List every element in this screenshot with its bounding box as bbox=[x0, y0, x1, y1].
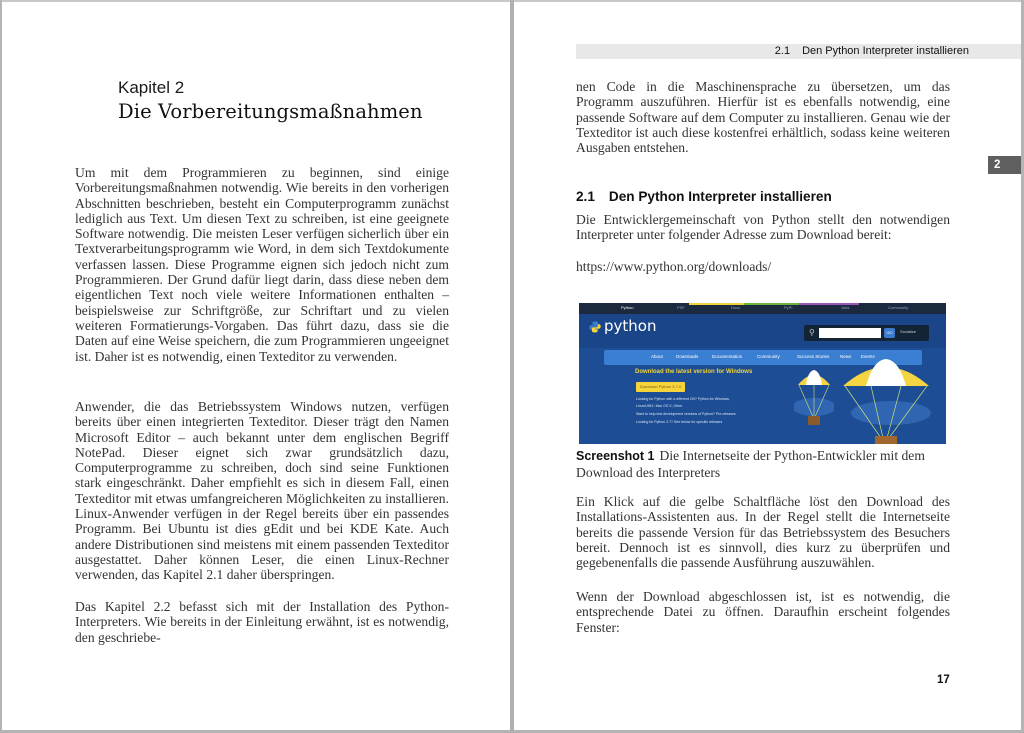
screenshot-nav-about: About bbox=[651, 354, 663, 359]
paragraph: Die Entwicklergemeinschaft von Python stellt den notwendigen Interpreter unter folgender Adresse zum Download bereit: bbox=[576, 212, 950, 243]
screenshot-info-line: Linux/UNIX, Mac OS X, Other bbox=[636, 404, 683, 408]
screenshot-info-line: Want to help test development versions of Python? Pre-releases bbox=[636, 412, 736, 416]
figure-caption bbox=[576, 448, 936, 480]
running-header-section-number: 2.1 bbox=[774, 45, 791, 57]
python-logo-text: python bbox=[604, 317, 657, 335]
python-logo-icon bbox=[589, 321, 601, 333]
screenshot-nav-downloads: Downloads bbox=[676, 354, 699, 359]
section-number: 2.1 bbox=[576, 189, 595, 204]
paragraph: Um mit dem Programmieren zu beginnen, sind einige Vorbereitungsmaßnahmen notwendig. Wie bereits in den vorherigen Abschnitten beschrieben, besteht ein Computerprogramm zunächst lediglich aus Text. Um diesen Text zu schreiben, ist eine geeignete Software notwendig. Die meisten Leser verfügen sicherlich über ein Textverarbeitungsprogramm wie Word, in dem sich Textdokumente verfassen lassen. Diese Programme eignen sich jedoch nicht zum Programmieren. Der Grund dafür liegt darin, dass diese neben dem eigentlichen Text noch viele weitere Informationen enthalten – beispielsweise zur Schriftgröße, zur Schriftart und zu vielen weiteren Formatierungs-Vorgaben. Das führt dazu, dass sie die Daten auf eine Weise speichern, die zum Programmieren ungeeignet ist. Daher ist es notwendig, einen Texteditor zu verwenden. bbox=[75, 165, 449, 364]
right-page bbox=[514, 0, 1021, 733]
figure-caption-label: Screenshot 1 bbox=[576, 449, 655, 463]
screenshot-nav-success-stories: Success Stories bbox=[797, 354, 830, 359]
screenshot-go-button: GO bbox=[884, 328, 895, 338]
paragraph: Wenn der Download abgeschlossen ist, ist es notwendig, die entsprechende Datei zu öffnen. Daraufhin erscheint folgendes Fenster: bbox=[576, 589, 950, 635]
screenshot-nav-news: News bbox=[840, 354, 852, 359]
section-title: Den Python Interpreter installieren bbox=[608, 189, 832, 204]
screenshot-download-button: Download Python 3.7.0 bbox=[636, 382, 685, 392]
screenshot-socialize: Socialize bbox=[900, 329, 917, 334]
screenshot-search-area bbox=[804, 325, 929, 341]
paragraph: Ein Klick auf die gelbe Schaltfläche löst den Download des Installations-Assistenten aus. In der Regel stellt die Internetseite bereits die passende Version für das Betriebssystem des Besuchers bereit. Dennoch ist es sinnvoll, dies kurz zu überprüfen und gegebenenfalls die passende Ausführung auszuwählen. bbox=[576, 494, 950, 571]
paragraph: nen Code in die Maschinensprache zu übersetzen, um das Programm auszuführen. Hierfür ist es ebenfalls notwendig, eine passende Software auf dem Computer zu installieren. Genau wie der Texteditor ist auch diese kostenfrei erhältlich, sodass keine weiteren Ausgaben entstehen. bbox=[576, 79, 950, 156]
screenshot-nav-events: Events bbox=[861, 354, 875, 359]
paragraph: Das Kapitel 2.2 befasst sich mit der Installation des Python-Interpreters. Wie bereits in der Einleitung erwähnt, ist es notwendig, den geschriebe- bbox=[75, 599, 449, 645]
running-header-section-title: Den Python Interpreter installieren bbox=[802, 45, 969, 57]
download-url: https://www.python.org/downloads/ bbox=[576, 259, 772, 274]
screenshot-tab-pypi: PyPI bbox=[784, 305, 793, 310]
screenshot-tab-community: Community bbox=[888, 305, 909, 310]
screenshot-tab-jobs: Jobs bbox=[841, 305, 850, 310]
screenshot-download-title: Download the latest version for Windows bbox=[635, 369, 753, 375]
running-header bbox=[576, 44, 1021, 59]
section-heading bbox=[576, 189, 832, 204]
chapter-label: Kapitel 2 bbox=[118, 78, 185, 97]
chapter-thumb-tab bbox=[988, 156, 1021, 174]
screenshot-info-line: Looking for Python with a different OS? Python for Windows, bbox=[636, 397, 730, 401]
parachute-large-icon bbox=[841, 358, 931, 444]
page-number: 17 bbox=[937, 674, 950, 686]
parachute-small-icon bbox=[794, 369, 834, 439]
chapter-title: Die Vorbereitungsmaßnahmen bbox=[118, 100, 423, 123]
figure-caption-text: Die Internetseite der Python-Entwickler mit dem Download des Interpreters bbox=[576, 448, 925, 480]
screenshot-search-input bbox=[819, 328, 881, 338]
search-icon: ⚲ bbox=[809, 328, 815, 337]
screenshot-top-bar bbox=[579, 303, 946, 314]
left-page bbox=[2, 0, 510, 733]
screenshot-info-line: Looking for Python 2.7? See below for specific releases bbox=[636, 420, 723, 424]
screenshot-tab-docs: Docs bbox=[731, 305, 741, 310]
python-website-screenshot bbox=[579, 303, 946, 444]
paragraph: Anwender, die das Betriebssystem Windows nutzen, verfügen bereits über einen integrierten Texteditor. Dieser trägt den Namen Microsoft Editor – auch bekannt unter dem englischen Begriff NotePad. Dieser eignet sich zwar grundsätzlich dazu, Computerprogramme zu schreiben, doch sind seine Funktionen stark eingeschränkt. Daher empfiehlt es sich in diesem Fall, einen Texteditor mit etwas umfangreicheren Möglichkeiten zu installieren. Linux-Anwender verfügen in der Regel bereits über ein passendes Programm. Bei Ubuntu ist dies gEdit und bei KDE Kate. Auch andere Distributionen sind meistens mit einem passenden Texteditor ausgestattet. Daher können Leser, die einen Linux-Rechner verwenden, das Kapitel 2.1 daher überspringen. bbox=[75, 399, 449, 583]
screenshot-tab-python: Python bbox=[621, 305, 634, 310]
screenshot-tab-psf: PSF bbox=[677, 305, 685, 310]
screenshot-nav-documentation: Documentation bbox=[712, 354, 743, 359]
screenshot-nav-community: Community bbox=[757, 354, 780, 359]
chapter-thumb-tab-number: 2 bbox=[994, 159, 1001, 171]
